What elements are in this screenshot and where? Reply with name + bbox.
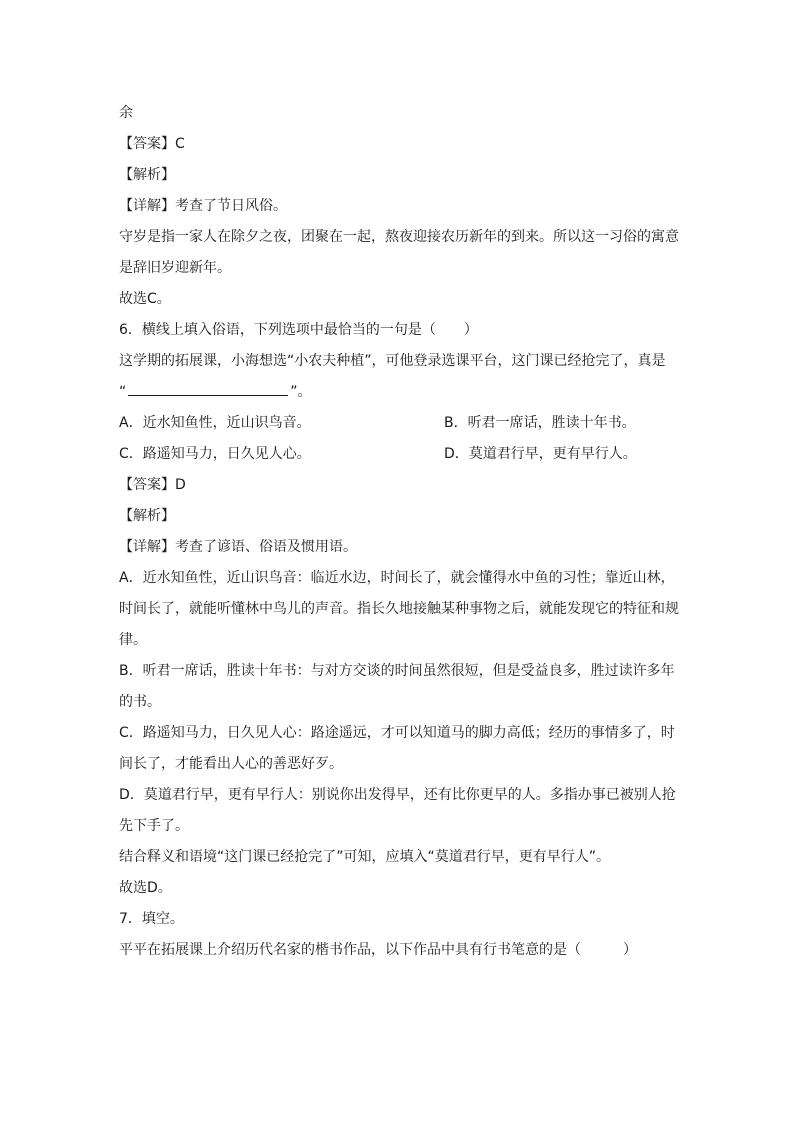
text-line: 结合释义和语境“这门课已经抢完了”可知，应填入“莫道君行早，更有早行人”。	[119, 849, 611, 865]
question-6-context: 这学期的拓展课，小海想选“小农夫种植”，可他登录选课平台，这门课已经抢完了，真是	[119, 353, 666, 369]
text-line: 的书。	[119, 694, 161, 710]
fill-blank-line	[119, 377, 679, 408]
option-d[interactable]: D．莫道君行早，更有早行人。	[444, 446, 637, 462]
document-body	[119, 98, 679, 966]
option-b[interactable]: B．听君一席话，胜读十年书。	[444, 415, 636, 431]
answer-label: 【答案】C	[119, 136, 185, 152]
choice-line: 故选D。	[119, 880, 172, 896]
text-line: 余	[119, 105, 133, 121]
option-a[interactable]: A．近水知鱼性，近山识鸟音。	[119, 415, 311, 431]
answer-label: 【答案】D	[119, 477, 186, 493]
text-line: A．近水知鱼性，近山识鸟音：临近水边，时间长了，就会懂得水中鱼的习性；靠近山林，	[119, 570, 675, 586]
question-7-title: 7．填空。	[119, 911, 184, 927]
analysis-label: 【解析】	[119, 167, 175, 183]
quote-close: ”。	[290, 384, 312, 400]
detail-line: 【详解】考查了节日风俗。	[119, 198, 287, 214]
quote-open: “	[119, 384, 127, 400]
options-row-1	[119, 408, 679, 439]
text-line: C．路遥知马力，日久见人心：路途遥远，才可以知道马的脚力高低；经历的事情多了，时	[119, 725, 675, 741]
text-line: 时间长了，就能听懂林中鸟儿的声音。指长久地接触某种事物之后，就能发现它的特征和规	[119, 601, 679, 617]
text-line: 先下手了。	[119, 818, 189, 834]
text-line: B．听君一席话，胜读十年书：与对方交谈的时间虽然很短，但是受益良多，胜过读许多年	[119, 663, 675, 679]
analysis-label: 【解析】	[119, 508, 175, 524]
question-6-title: 6．横线上填入俗语，下列选项中最恰当的一句是（ ）	[119, 322, 478, 338]
choice-line: 故选C。	[119, 291, 171, 307]
text-line: D．莫道君行早，更有早行人：别说你出发得早，还有比你更早的人。多指办事已被别人抢	[119, 787, 676, 803]
text-line: 间长了，才能看出人心的善恶好歹。	[119, 756, 343, 772]
options-row-2	[119, 439, 679, 470]
text-line: 律。	[119, 632, 147, 648]
text-line: 守岁是指一家人在除夕之夜，团聚在一起，熬夜迎接农历新年的到来。所以这一习俗的寓意	[119, 229, 679, 245]
detail-line: 【详解】考查了谚语、俗语及惯用语。	[119, 539, 357, 555]
answer-blank[interactable]	[128, 377, 288, 396]
question-7-context: 平平在拓展课上介绍历代名家的楷书作品，以下作品中具有行书笔意的是（ ）	[119, 942, 637, 958]
text-line: 是辞旧岁迎新年。	[119, 260, 231, 276]
option-c[interactable]: C．路遥知马力，日久见人心。	[119, 446, 311, 462]
